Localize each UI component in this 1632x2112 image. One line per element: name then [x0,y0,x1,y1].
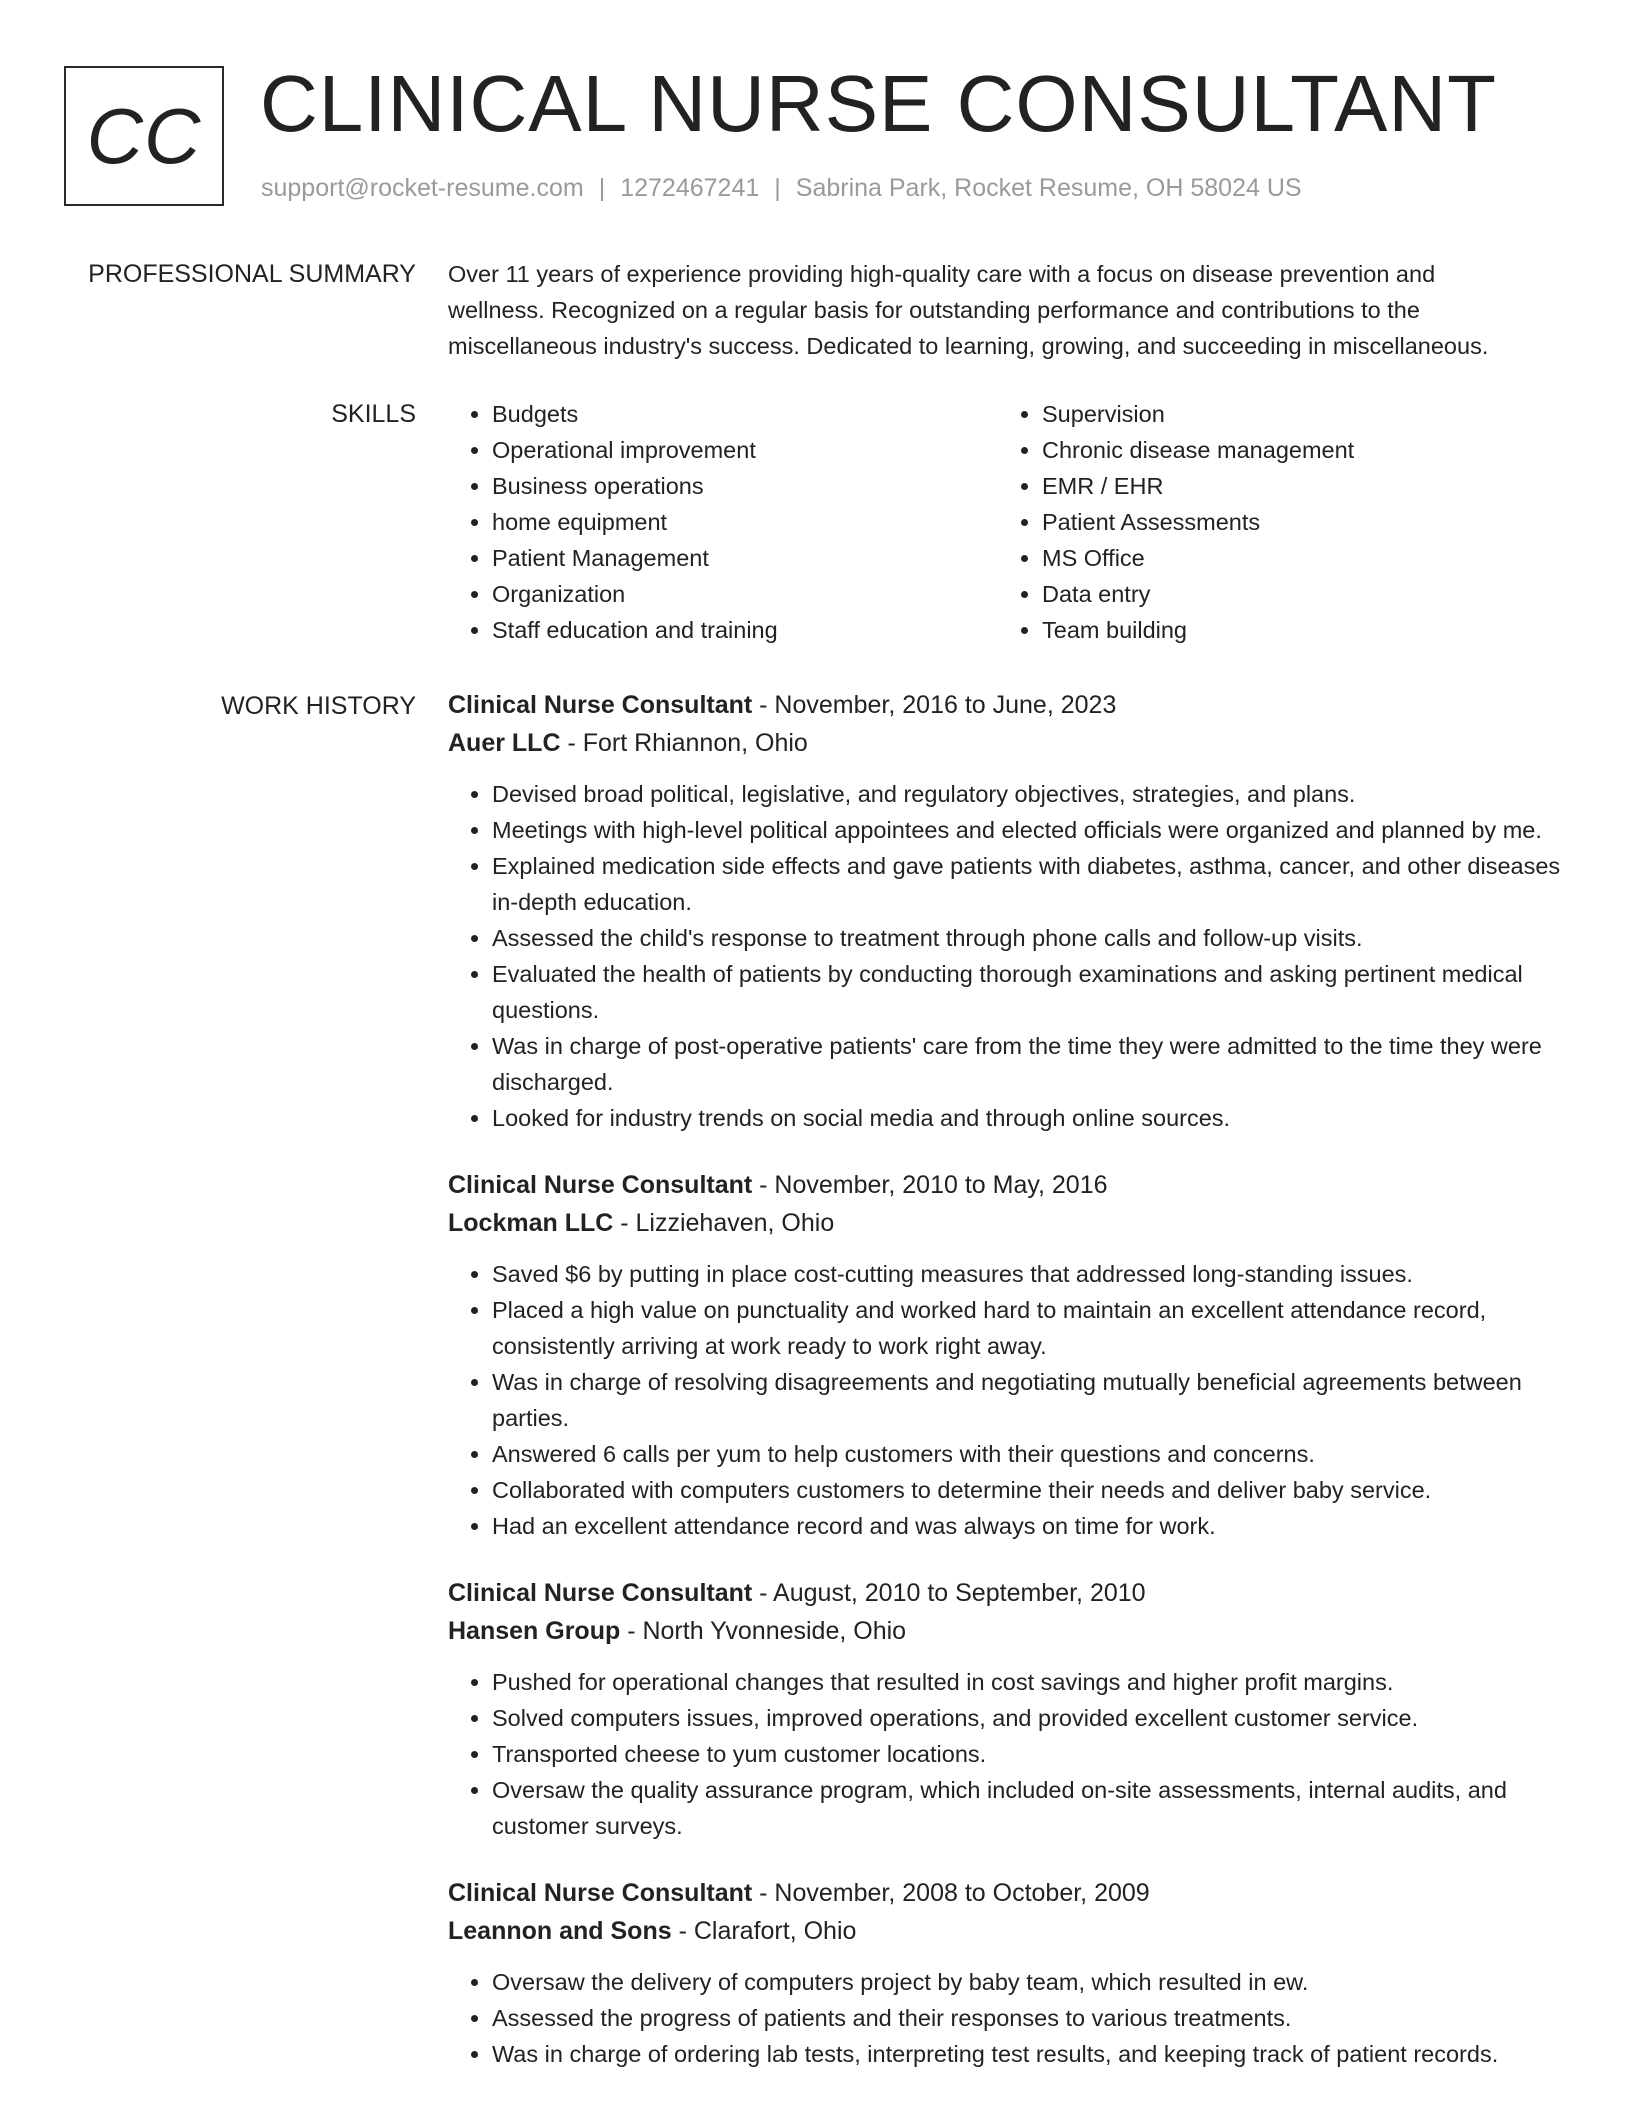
job-bullet: • Saved $6 by putting in place cost-cutting measures that addressed long-standing issues. [492,1256,1566,1292]
skill-item: • Patient Management [492,540,998,576]
job-company: Lockman LLC [448,1209,614,1237]
summary-line: Over 11 years of experience providing high-quality care with a focus on disease prevention and [448,261,1436,287]
contact-address: Sabrina Park, Rocket Resume, OH 58024 US [795,174,1302,202]
skill-item: • MS Office [1042,540,1548,576]
job-bullet: • Collaborated with computers customers to determine their needs and deliver baby service. [492,1472,1566,1508]
job-bullets [448,1256,1566,1544]
contact-email: support@rocket-resume.com [261,174,584,202]
initials-monogram: CC [64,66,224,206]
job-company: Leannon and Sons [448,1917,672,1945]
skill-item: • Data entry [1042,576,1548,612]
job-bullet: • Transported cheese to yum customer locations. [492,1736,1566,1772]
job-title: Clinical Nurse Consultant [448,691,753,719]
job-location: - North Yvonneside, Ohio [620,1617,907,1645]
skill-item: • Budgets [492,396,998,432]
job-location: - Fort Rhiannon, Ohio [560,729,808,757]
skill-item: • Business operations [492,468,998,504]
skills-body [448,396,1566,648]
contact-line [261,174,1302,203]
skill-item: • Staff education and training [492,612,998,648]
job-bullet: • Evaluated the health of patients by conducting thorough examinations and asking pertinent medical questions. [492,956,1566,1028]
job-bullets [448,776,1566,1136]
job-title: Clinical Nurse Consultant [448,1171,753,1199]
summary-line: miscellaneous industry's success. Dedicated to learning, growing, and succeeding in miscellaneous. [448,333,1489,359]
job-location: - Lizziehaven, Ohio [613,1209,835,1237]
job-bullet: • Pushed for operational changes that resulted in cost savings and higher profit margins. [492,1664,1566,1700]
job-entry [448,1574,1566,1844]
candidate-name: CLINICAL NURSE CONSULTANT [260,59,1498,148]
job-bullet: • Oversaw the quality assurance program, which included on-site assessments, internal audits, and customer surveys. [492,1772,1566,1844]
job-bullets [448,1964,1566,2072]
section-label-professional-summary: PROFESSIONAL SUMMARY [88,260,416,288]
contact-separator: | [774,174,781,202]
job-dates: - August, 2010 to September, 2010 [752,1579,1146,1607]
job-bullet: • Was in charge of resolving disagreements and negotiating mutually beneficial agreements between parties. [492,1364,1566,1436]
job-title: Clinical Nurse Consultant [448,1579,753,1607]
job-dates: - November, 2008 to October, 2009 [752,1879,1150,1907]
job-bullet: • Placed a high value on punctuality and worked hard to maintain an excellent attendance record, consistently arriving at work ready to work right away. [492,1292,1566,1364]
skill-item: • Patient Assessments [1042,504,1548,540]
job-company: Auer LLC [448,729,561,757]
job-entry [448,1874,1566,2072]
skill-item: • Team building [1042,612,1548,648]
job-entry [448,686,1566,1136]
work-history-body [448,686,1566,2102]
section-label-work-history: WORK HISTORY [221,692,416,720]
skill-item: • Supervision [1042,396,1548,432]
contact-phone: 1272467241 [620,174,760,202]
skills-list-right [998,396,1548,648]
job-bullet: • Oversaw the delivery of computers project by baby team, which resulted in ew. [492,1964,1566,2000]
job-bullet: • Assessed the child's response to treatment through phone calls and follow-up visits. [492,920,1566,956]
skill-item: • Operational improvement [492,432,998,468]
job-bullet: • Answered 6 calls per yum to help customers with their questions and concerns. [492,1436,1566,1472]
job-bullet: • Meetings with high-level political appointees and elected officials were organized and planned by me. [492,812,1566,848]
skill-item: • home equipment [492,504,998,540]
job-company-line [448,1612,1566,1650]
job-title-line [448,1874,1566,1912]
job-company: Hansen Group [448,1617,621,1645]
summary-line: wellness. Recognized on a regular basis for outstanding performance and contributions to the [448,297,1420,323]
job-dates: - November, 2010 to May, 2016 [752,1171,1108,1199]
summary-text [448,256,1566,364]
job-dates: - November, 2016 to June, 2023 [752,691,1117,719]
job-bullet: • Explained medication side effects and gave patients with diabetes, asthma, cancer, and other diseases in-depth education. [492,848,1566,920]
job-title-line [448,1574,1566,1612]
job-title-line [448,686,1566,724]
job-bullet: • Devised broad political, legislative, and regulatory objectives, strategies, and plans. [492,776,1566,812]
section-label-skills: SKILLS [331,400,416,428]
job-title: Clinical Nurse Consultant [448,1879,753,1907]
job-title-line [448,1166,1566,1204]
job-company-line [448,1912,1566,1950]
job-bullet: • Had an excellent attendance record and was always on time for work. [492,1508,1566,1544]
skill-item: • Organization [492,576,998,612]
job-location: - Clarafort, Ohio [671,1917,857,1945]
job-company-line [448,1204,1566,1242]
job-bullet: • Looked for industry trends on social media and through online sources. [492,1100,1566,1136]
job-bullet: • Solved computers issues, improved operations, and provided excellent customer service. [492,1700,1566,1736]
job-bullet: • Was in charge of ordering lab tests, interpreting test results, and keeping track of patient records. [492,2036,1566,2072]
contact-separator: | [598,174,606,202]
job-bullet: • Was in charge of post-operative patients' care from the time they were admitted to the time they were discharged. [492,1028,1566,1100]
skill-item: • Chronic disease management [1042,432,1548,468]
job-bullets [448,1664,1566,1844]
job-bullet: • Assessed the progress of patients and their responses to various treatments. [492,2000,1566,2036]
skills-list-left [448,396,998,648]
job-company-line [448,724,1566,762]
job-entry [448,1166,1566,1544]
skill-item: • EMR / EHR [1042,468,1548,504]
